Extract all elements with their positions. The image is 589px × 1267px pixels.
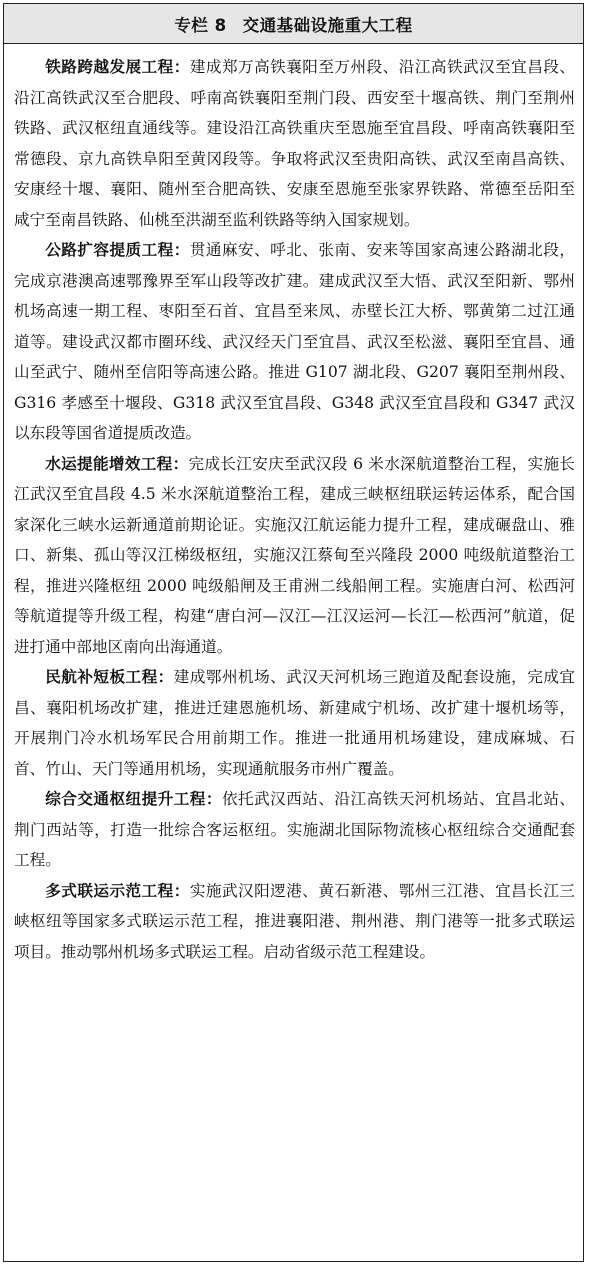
section-railway <box>14 52 575 235</box>
section-text: 建成鄂州机场、武汉天河机场三跑道及配套设施，完成宜昌、襄阳机场改扩建，推进迁建恩施机场、新建咸宁机场、改扩建十堰机场等，开展荆门冷水机场军民合用前期工作。推进一批通用机场建设，建成麻城、石首、竹山、天门等通用机场，实现通航服务市州广覆盖。 <box>14 668 575 778</box>
section-text: 建成郑万高铁襄阳至万州段、沿江高铁武汉至宜昌段、沿江高铁武汉至合肥段、呼南高铁襄阳至荆门段、西安至十堰高铁、荆门至荆州铁路、武汉枢纽直通线等。建设沿江高铁重庆至恩施至宜昌段、呼南高铁襄阳至常德段、京九高铁阜阳至黄冈段等。争取将武汉至贵阳高铁、武汉至南昌高铁、安康经十堰、襄阳、随州至合肥高铁、安康至恩施至张家界铁路、常德至岳阳至咸宁至南昌铁路、仙桃至洪湖至监利铁路等纳入国家规划。 <box>14 58 575 229</box>
box-header <box>4 4 583 44</box>
section-hub <box>14 784 575 876</box>
section-text: 完成长江安庆至武汉段 6 米水深航道整治工程，实施长江武汉至宜昌段 4.5 米水深航道整治工程，建成三峡枢纽联运转运体系，配合国家深化三峡水运新通道前期论证。实施汉江航运能力提升工程，建成碾盘山、雅口、新集、孤山等汉江梯级枢纽，实施汉江蔡甸至兴隆段 2000 吨级航道整治工程，推进兴隆枢纽 2000 吨级船闸及王甫洲二线船闸工程。实施唐白河、松西河等航道提等升级工程，构建“唐白河—汉江—江汉运河—长江—松西河”航道，促进打通中部地区南向出海通道。 <box>14 454 575 656</box>
section-heading: 民航补短板工程： <box>45 668 174 686</box>
section-highway <box>14 235 575 449</box>
section-heading: 综合交通枢纽提升工程： <box>45 790 222 808</box>
section-aviation <box>14 662 575 784</box>
section-text: 依托武汉西站、沿江高铁天河机场站、宜昌北站、荆门西站等，打造一批综合客运枢纽。实施湖北国际物流核心枢纽综合交通配套工程。 <box>14 790 575 869</box>
section-text: 贯通麻安、呼北、张南、安来等国家高速公路湖北段，完成京港澳高速鄂豫界至军山段等改扩建。建成武汉至大悟、武汉至阳新、鄂州机场高速一期工程、枣阳至石首、宜昌至来凤、赤壁长江大桥、鄂黄第二过江通道等。建设武汉都市圈环线、武汉经天门至宜昌、武汉至松滋、襄阳至宜昌、通山至武宁、随州至信阳等高速公路。推进 G107 湖北段、G207 襄阳至荆州段、G316 孝感至十堰段、G318 武汉至宜昌段、G348 武汉至宜昌段和 G347 武汉以东段等国省道提质改造。 <box>14 241 575 442</box>
box-tag: 专栏 8 <box>174 15 227 35</box>
box-body <box>4 44 583 967</box>
section-heading: 公路扩容提质工程： <box>45 241 190 259</box>
feature-box <box>3 3 584 1262</box>
section-waterway <box>14 449 575 663</box>
section-heading: 铁路跨越发展工程： <box>45 58 190 76</box>
section-multimodal <box>14 876 575 968</box>
box-title: 交通基础设施重大工程 <box>242 15 413 35</box>
section-text: 实施武汉阳逻港、黄石新港、鄂州三江港、宜昌长江三峡枢纽等国家多式联运示范工程，推进襄阳港、荆州港、荆门港等一批多式联运项目。推动鄂州机场多式联运工程。启动省级示范工程建设。 <box>14 881 575 961</box>
section-heading: 多式联运示范工程： <box>45 881 190 900</box>
section-heading: 水运提能增效工程： <box>45 454 189 473</box>
